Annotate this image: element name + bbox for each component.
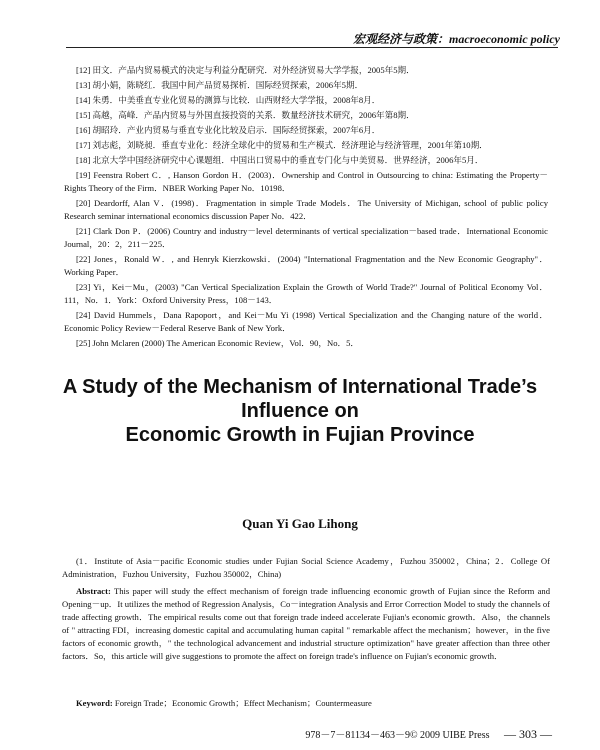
page-number: — 303 — bbox=[504, 727, 552, 741]
running-head: 宏观经济与政策：macroeconomic policy bbox=[353, 32, 560, 46]
page-header bbox=[0, 0, 600, 60]
keywords-label: Keyword: bbox=[76, 698, 113, 708]
reference-item: [18] 北京大学中国经济研究中心课题组．中国出口贸易中的垂直专门化与中美贸易．世界经济，2006年5月． bbox=[76, 155, 484, 165]
abstract-text: This paper will study the effect mechanism of foreign trade influencing economic growth of Fujian since the Reform and Opening－up．It utilizes the method of Regression Analysis，Co－integration Analysis and Error Correction Model to study the channels of trade affecting growth．The empirical results come out that foreign trade indeed accelerate Fujian's economic growth．Also，the channels of " attracting FDI，increasing domestic capital and accumulating human capital " remarkable affect the mechanism；however，in the five factors of economic growth，" the technological advancement and industrial structure optimization" have greater affection than three other factors．So，this article will give suggestions to promote the affect on foreign trade's influence on Fujian's economic growth． bbox=[62, 586, 550, 661]
reference-item: [16] 胡昭玲．产业内贸易与垂直专业化比较及启示．国际经贸探索，2007年6月． bbox=[76, 125, 381, 135]
reference-item: [13] 胡小娟，陈晓红．我国中间产品贸易探析．国际经贸探索，2006年5期． bbox=[76, 80, 364, 90]
reference-item: [15] 高越，高峰．产品内贸易与外国直接投资的关系．数量经济技术研究，2006年第8期． bbox=[76, 110, 415, 120]
reference-list bbox=[64, 64, 548, 352]
keywords-text: Foreign Trade；Economic Growth；Effect Mechanism；Countermeasure bbox=[114, 698, 372, 708]
reference-item: [22] Jones，Ronald W．, and Henryk Kierzkowski．(2004) "International Fragmentation and the New Economic Geography"．Working Paper． bbox=[64, 254, 548, 277]
title-line-1: A Study of the Mechanism of International Trade’s Influence on bbox=[62, 376, 538, 422]
reference-item: [19] Feenstra Robert C．, Hanson Gordon H．(2003)．Ownership and Control in Outsourcing to china: Estimating the Property－Rights Theory of the Firm．NBER Working Paper No．10198． bbox=[64, 170, 548, 193]
page-footer bbox=[305, 726, 552, 742]
reference-item: [14] 朱勇．中美垂直专业化贸易的测算与比较．山西财经大学学报，2008年8月． bbox=[76, 95, 381, 105]
reference-item: [21] Clark Don P．(2006) Country and industry－level determinants of vertical specialization－based trade．International Economic Journal，20：2，211－225． bbox=[64, 226, 548, 249]
reference-item: [25] John Mclaren (2000) The American Economic Review，Vol．90，No．5． bbox=[76, 338, 359, 348]
reference-item: [17] 刘志彪，刘晓昶．垂直专业化：经济全球化中的贸易和生产模式．经济理论与经济管理，2001年第10期． bbox=[76, 140, 488, 150]
abstract bbox=[62, 585, 550, 663]
reference-item: [24] David Hummels，Dana Rapoport，and Kei－Mu Yi (1998) Vertical Specialization and the Changing nature of the world．Economic Policy Review－Federal Reserve Bank of New York． bbox=[64, 310, 548, 333]
footer-imprint: 978－7－81134－463－9© 2009 UIBE Press bbox=[305, 730, 490, 741]
keywords bbox=[62, 697, 550, 710]
reference-item: [20] Deardorff, Alan V．(1998)．Fragmentation in simple Trade Models．The University of Michigan, school of public policy Research seminar international economics discussion Paper No．422． bbox=[64, 198, 548, 221]
article-title bbox=[30, 375, 570, 447]
authors: Quan Yi Gao Lihong bbox=[242, 516, 358, 531]
reference-item: [12] 田文．产品内贸易模式的决定与利益分配研究．对外经济贸易大学学报，2005年5期． bbox=[76, 65, 415, 75]
header-rule bbox=[66, 47, 558, 48]
reference-item: [23] Yi，Kei－Mu，(2003) "Can Vertical Specialization Explain the Growth of World Trade?" Journal of Political Economy Vol．111，No．1．York：Oxford University Press，108－143． bbox=[64, 282, 548, 305]
abstract-label: Abstract: bbox=[76, 586, 111, 596]
affiliation: (1．Institute of Asia－pacific Economic studies under Fujian Social Science Academy，Fuzhou 350002，China；2．College Of Administration，Fuzhou University，Fuzhou 350002，China) bbox=[62, 556, 550, 579]
title-line-2: Economic Growth in Fujian Province bbox=[125, 424, 475, 446]
